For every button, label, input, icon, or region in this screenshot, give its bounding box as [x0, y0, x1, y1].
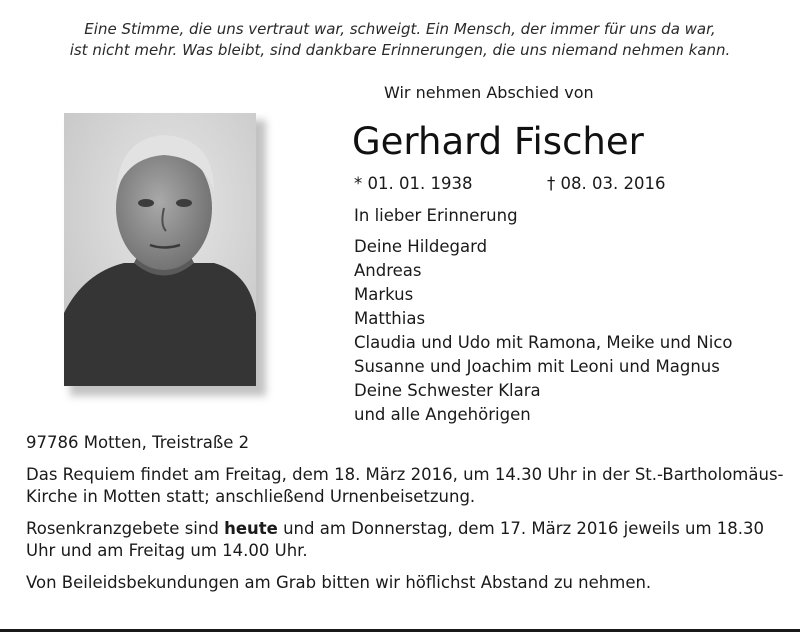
- condolence-note: Von Beileidsbekundungen am Grab bitten wir höflichst Abstand zu nehmen.: [26, 573, 652, 592]
- mourner: Markus: [354, 285, 414, 304]
- mourner: Deine Schwester Klara: [354, 381, 541, 400]
- motto-line-2: ist nicht mehr. Was bleibt, sind dankbare Erinnerungen, die uns niemand nehmen kann.: [69, 41, 731, 59]
- mourner: Andreas: [354, 261, 422, 280]
- death-date: † 08. 03. 2016: [547, 174, 666, 193]
- motto-line-1: Eine Stimme, die uns vertraut war, schweigt. Ein Mensch, der immer für uns da war,: [84, 20, 716, 38]
- mourner: und alle Angehörigen: [354, 405, 531, 424]
- rosary-text-before: Rosenkranzgebete sind: [26, 519, 225, 538]
- portrait-photo: [64, 113, 256, 386]
- mourner: Matthias: [354, 309, 426, 328]
- mourner: Deine Hildegard: [354, 237, 488, 256]
- rosary-info: [26, 518, 786, 562]
- rosary-text-after: und am Donnerstag, dem 17. März 2016 jeweils um 18.30 Uhr und am Freitag um 14.00 Uhr.: [26, 519, 765, 560]
- mourner: Susanne und Joachim mit Leoni und Magnus: [354, 357, 720, 376]
- deceased-name: Gerhard Fischer: [352, 120, 644, 163]
- memory-line: In lieber Erinnerung: [354, 206, 518, 225]
- farewell-heading: Wir nehmen Abschied von: [384, 83, 594, 102]
- address: 97786 Motten, Treistraße 2: [26, 433, 250, 452]
- life-dates: [354, 173, 666, 195]
- notice-body: [26, 432, 786, 604]
- birth-date: * 01. 01. 1938: [354, 174, 473, 193]
- rosary-highlight: heute: [224, 519, 278, 538]
- mourners-list: [354, 235, 733, 427]
- requiem-info: Das Requiem findet am Freitag, dem 18. März 2016, um 14.30 Uhr in der St.-Bartholomäus-Kirche in Motten statt; anschließend Urnenbeisetzung.: [26, 465, 784, 506]
- motto: [0, 19, 800, 61]
- mourner: Claudia und Udo mit Ramona, Meike und Nico: [354, 333, 733, 352]
